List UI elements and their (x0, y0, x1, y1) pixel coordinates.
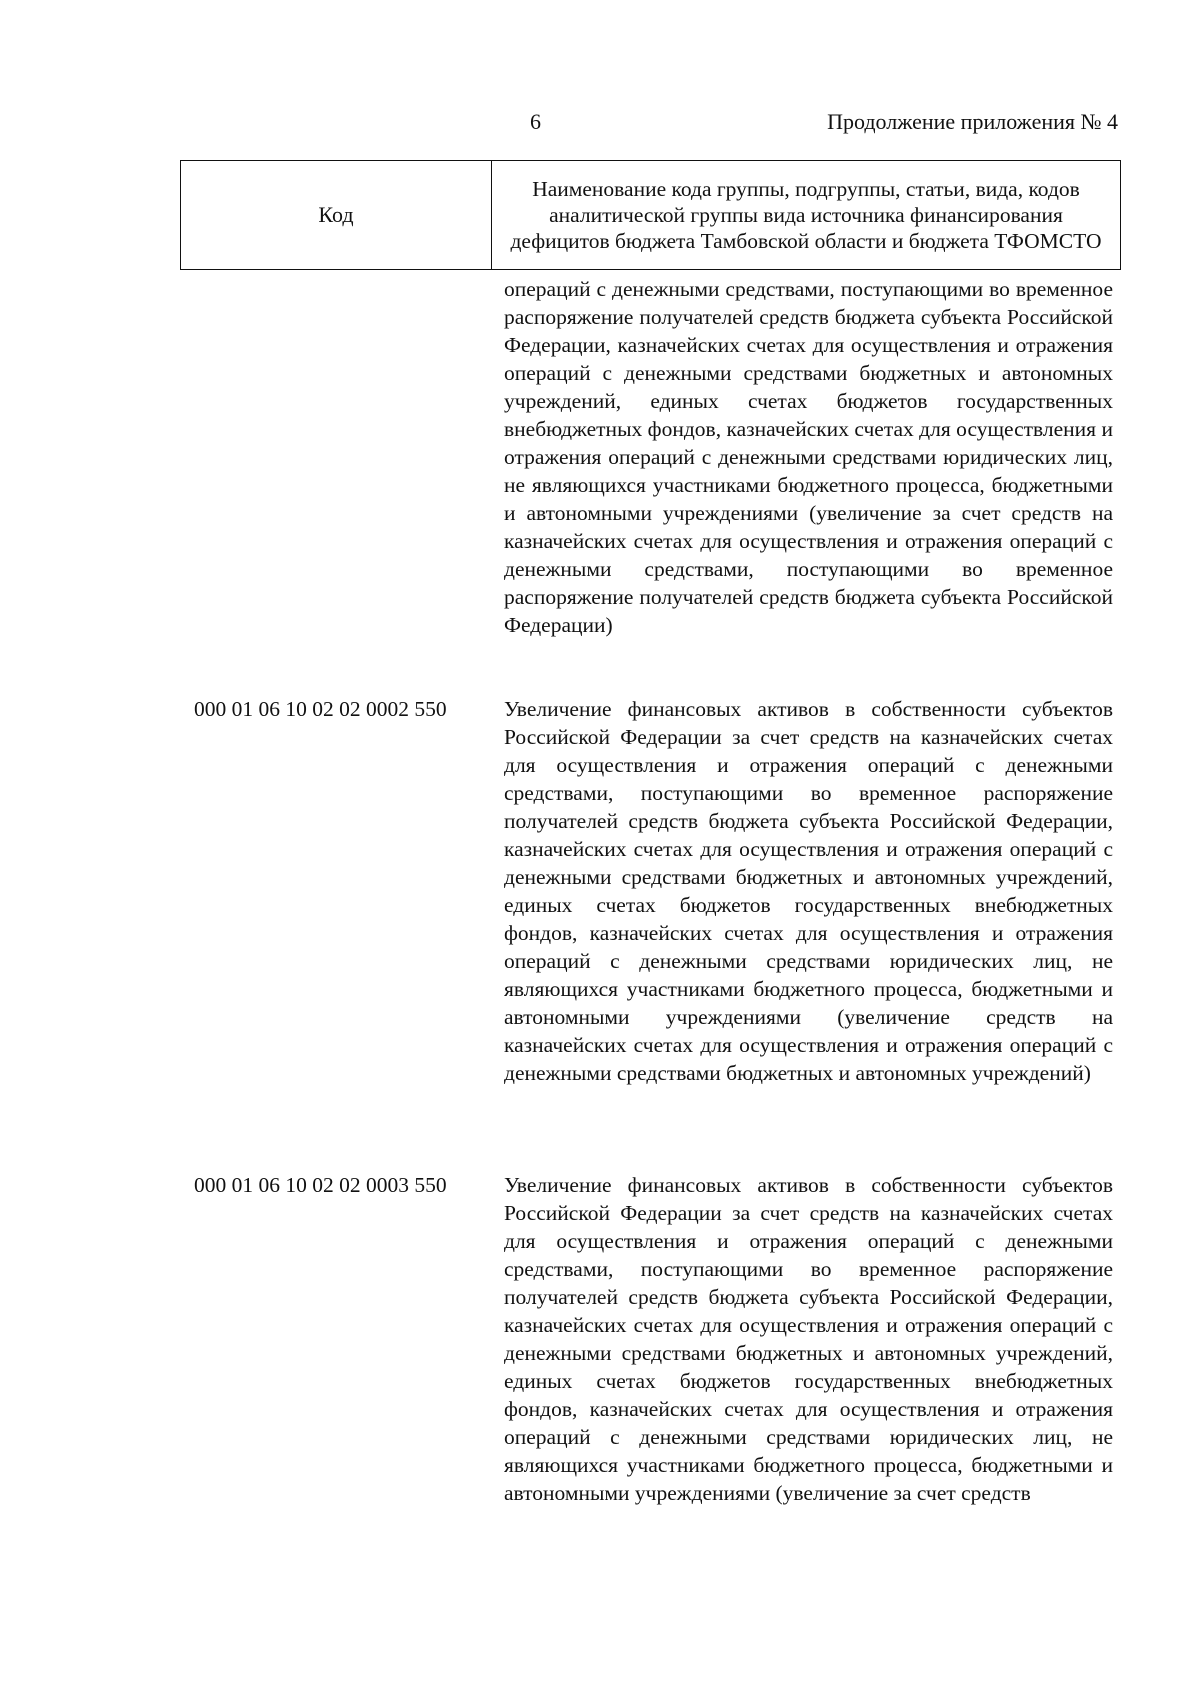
table-row (180, 275, 1121, 639)
table-row (180, 1171, 1121, 1507)
row-text: Увеличение финансовых активов в собственности субъектов Российской Федерации за счет средств на казначейских счетах для осуществления и отражения операций с денежными средствами, поступающими во временное распоряжение получателей средств бюджета субъекта Российской Федерации, казначейских счетах для осуществления и отражения операций с денежными средствами бюджетных и автономных учреждений, единых счетах бюджетов государственных внебюджетных фондов, казначейских счетах для осуществления и отражения операций с денежными средствами юридических лиц, не являющихся участниками бюджетного процесса, бюджетными и автономными учреждениями (увеличение за счет средств (504, 1173, 1113, 1505)
page-number: 6 (530, 109, 541, 134)
row-code: 000 01 06 10 02 02 0003 550 (194, 1173, 447, 1197)
appendix-label: Продолжение приложения № 4 (827, 109, 1118, 134)
row-code (180, 275, 490, 639)
table-row (180, 695, 1121, 1087)
column-header-code: Код (181, 161, 492, 269)
row-text: операций с денежными средствами, поступающими во временное распоряжение получателей средств бюджета субъекта Российской Федерации, казначейских счетах для осуществления и отражения операций с денежными средствами бюджетных и автономных учреждений, единых счетах бюджетов государственных внебюджетных фондов, казначейских счетах для осуществления и отражения операций с денежными средствами юридических лиц, не являющихся участниками бюджетного процесса, бюджетными и автономными учреждениями (увеличение за счет средств на казначейских счетах для осуществления и отражения операций с денежными средствами, поступающими во временное распоряжение получателей средств бюджета субъекта Российской Федерации) (504, 277, 1113, 637)
row-code: 000 01 06 10 02 02 0002 550 (194, 697, 447, 721)
column-header-name: Наименование кода группы, подгруппы, статьи, вида, кодов аналитической группы вида источника финансирования дефицитов бюджета Тамбовской области и бюджета ТФОМСТО (510, 177, 1102, 253)
row-text: Увеличение финансовых активов в собственности субъектов Российской Федерации за счет средств на казначейских счетах для осуществления и отражения операций с денежными средствами, поступающими во временное распоряжение получателей средств бюджета субъекта Российской Федерации, казначейских счетах для осуществления и отражения операций с денежными средствами бюджетных и автономных учреждений, единых счетах бюджетов государственных внебюджетных фондов, казначейских счетах для осуществления и отражения операций с денежными средствами юридических лиц, не являющихся участниками бюджетного процесса, бюджетными и автономными учреждениями (увеличение средств на казначейских счетах для осуществления и отражения операций с денежными средствами бюджетных и автономных учреждений) (504, 697, 1113, 1085)
table-header (180, 160, 1121, 270)
